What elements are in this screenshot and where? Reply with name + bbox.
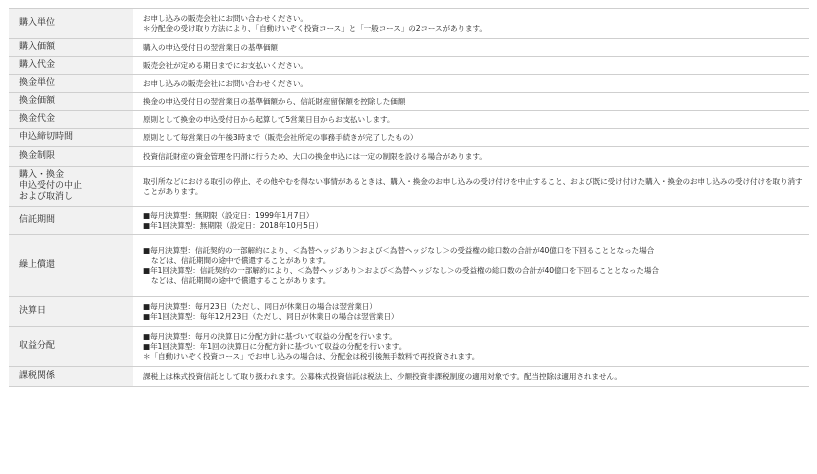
table-row <box>9 93 809 111</box>
row-label: 換金代金 <box>9 111 133 129</box>
table-row <box>9 297 809 327</box>
row-value: ■毎月決算型：無期限（設定日：1999年1月7日） ■年1回決算型：無期限（設定日：2018年10月5日） <box>143 210 323 230</box>
row-value: 原則として換金の申込受付日から起算して5営業日目からお支払いします。 <box>143 114 395 124</box>
row-value: 原則として毎営業日の午後3時まで（販売会社所定の事務手続きが完了したもの） <box>143 132 418 142</box>
row-label: 換金単位 <box>9 75 133 93</box>
row-label: 決算日 <box>9 297 133 327</box>
row-value: 販売会社が定める期日までにお支払いください。 <box>143 60 308 70</box>
table-row <box>9 235 809 297</box>
row-label: 収益分配 <box>9 327 133 367</box>
row-label: 換金価額 <box>9 93 133 111</box>
table-row <box>9 367 809 387</box>
table-row <box>9 39 809 57</box>
table-row <box>9 327 809 367</box>
row-label: 購入単位 <box>9 9 133 39</box>
row-label: 購入代金 <box>9 57 133 75</box>
table-row <box>9 111 809 129</box>
row-value: 取引所などにおける取引の停止、その他やむを得ない事情があるときは、購入・換金のお申し込みの受け付けを中止すること、および既に受け付けた購入・換金のお申し込みの受け付けを取り消すことがあります。 <box>143 176 803 196</box>
table-row <box>9 129 809 147</box>
row-value: 課税上は株式投資信託として取り扱われます。公募株式投資信託は税法上、少額投資非課税制度の適用対象です。配当控除は適用されません。 <box>143 371 622 381</box>
row-label: 申込締切時間 <box>9 129 133 147</box>
table-row <box>9 207 809 235</box>
table-row <box>9 57 809 75</box>
row-label: 繰上償還 <box>9 235 133 297</box>
row-label: 課税関係 <box>9 367 133 387</box>
table-row <box>9 167 809 207</box>
table-row <box>9 147 809 167</box>
table-row <box>9 9 809 39</box>
fund-info-table <box>9 8 809 387</box>
row-value: ■毎月決算型：信託契約の一部解約により、＜為替ヘッジあり＞および＜為替ヘッジなし＞の受益権の総口数の合計が40億口を下回ることとなった場合 などは、信託期間の途中で償還することがあります。 ■年1回決算型：信託契約の一部解約により、＜為替ヘッジあり＞および＜為替ヘッジなし＞の受益権の総口数の合計が40億口を下回ることとなった場合 などは、信託期間の途中で償還することがあります。 <box>143 245 659 285</box>
row-value: ■毎月決算型：毎月の決算日に分配方針に基づいて収益の分配を行います。 ■年1回決算型：年1回の決算日に分配方針に基づいて収益の分配を行います。 ＊「自動けいぞく投資コース」でお申し込みの場合は、分配金は税引後無手数料で再投資されます。 <box>143 331 480 361</box>
row-label: 購入・換金 申込受付の中止 および取消し <box>9 167 133 207</box>
row-value: 購入の申込受付日の翌営業日の基準価額 <box>143 42 278 52</box>
row-value: お申し込みの販売会社にお問い合わせください。 ＊分配金の受け取り方法により、「自動けいぞく投資コース」と「一般コース」の2コースがあります。 <box>143 13 487 33</box>
table-row <box>9 75 809 93</box>
row-label: 購入価額 <box>9 39 133 57</box>
row-label: 換金制限 <box>9 147 133 167</box>
row-value: ■毎月決算型：毎月23日（ただし、同日が休業日の場合は翌営業日） ■年1回決算型：毎年12月23日（ただし、同日が休業日の場合は翌営業日） <box>143 301 399 321</box>
row-value: お申し込みの販売会社にお問い合わせください。 <box>143 78 308 88</box>
row-value: 投資信託財産の資金管理を円滑に行うため、大口の換金申込には一定の制限を設ける場合があります。 <box>143 151 487 161</box>
row-value: 換金の申込受付日の翌営業日の基準価額から、信託財産留保額を控除した価額 <box>143 96 406 106</box>
row-label: 信託期間 <box>9 207 133 235</box>
